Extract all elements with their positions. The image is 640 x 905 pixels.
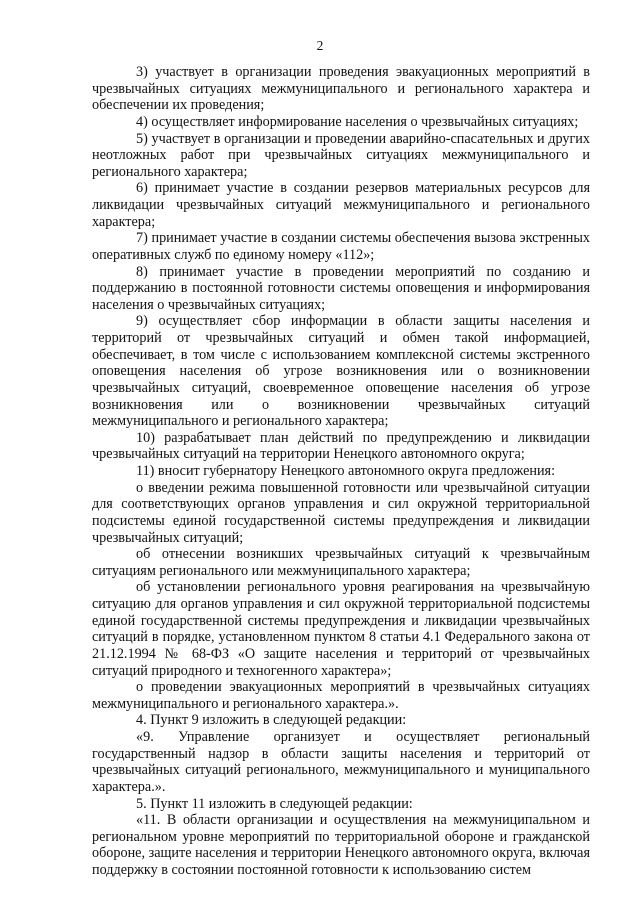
paragraph-item-6: 6) принимает участие в создании резервов материальных ресурсов для ликвидации чрезвычайных ситуаций межмуниципального и регионального характера; [92,180,590,230]
proposal-response-level: об установлении регионального уровня реагирования на чрезвычайную ситуацию для органов управления и сил окружной территориальной подсистемы единой государственной системы предупреждения и ликвидации чрезвычайных ситуаций в порядке, установленном пунктом 8 статьи 4.1 Федерального закона от 21.12.1994 № 68-ФЗ «О защите населения и территорий от чрезвычайных ситуаций природного и техногенного характера»; [92,579,590,679]
paragraph-item-8: 8) принимает участие в проведении мероприятий по созданию и поддержанию в постоянной готовности системы оповещения и информирования населения о чрезвычайных ситуациях; [92,263,590,313]
amendment-point-4: 4. Пункт 9 изложить в следующей редакции: [136,712,407,729]
proposal-classification: об отнесении возникших чрезвычайных ситуаций к чрезвычайным ситуациям регионального или межмуниципального характера; [92,546,590,579]
paragraph-item-3: 3) участвует в организации проведения эвакуационных мероприятий в чрезвычайных ситуациях межмуниципального и регионального характера и обеспечении их проведения; [92,64,590,114]
paragraph-item-9: 9) осуществляет сбор информации в области защиты населения и территорий от чрезвычайных ситуаций и обмен такой информацией, обеспечивает, в том числе с использованием комплексной системы экстренного оповещения населения об угрозе возникновения или о возникновении чрезвычайных ситуаций, своевременное оповещение населения об угрозе возникновения или о возникновении чрезвычайных ситуаций межмуниципального и регионального характера; [92,313,590,430]
proposal-emergency-regime: о введении режима повышенной готовности или чрезвычайной ситуации для соответствующих органов управления и сил окружной территориальной подсистемы единой государственной системы предупреждения и ликвидации чрезвычайных ситуаций; [92,479,590,546]
amendment-point-11-text: «11. В области организации и осуществления на межмуниципальном и региональном уровне мероприятий по территориальной обороне и гражданской обороне, защите населения и территории Ненецкого автономного округа, включая поддержку в состоянии постоянной готовности к использованию систем [92,812,590,878]
amendment-point-5: 5. Пункт 11 изложить в следующей редакции: [136,795,413,812]
paragraph-item-4: 4) осуществляет информирование населения о чрезвычайных ситуациях; [136,113,579,130]
paragraph-item-10: 10) разрабатывает план действий по предупреждению и ликвидации чрезвычайных ситуаций на территории Ненецкого автономного округа; [92,429,590,463]
paragraph-item-11: 11) вносит губернатору Ненецкого автономного округа предложения: [136,463,556,479]
paragraph-item-5: 5) участвует в организации и проведении аварийно-спасательных и других неотложных работ при чрезвычайных ситуациях межмуниципального и регионального характера; [92,130,590,180]
amendment-point-9-text: «9. Управление организует и осуществляет региональный государственный надзор в области защиты населения и территорий от чрезвычайных ситуаций регионального, межмуниципального и муниципального характера.». [92,729,590,795]
paragraph-item-7: 7) принимает участие в создании системы обеспечения вызова экстренных оперативных служб по единому номеру «112»; [92,230,590,263]
document-body [92,64,590,879]
page-number: 2 [316,38,324,53]
proposal-evacuation: о проведении эвакуационных мероприятий в чрезвычайных ситуациях межмуниципального и регионального характера.». [92,679,590,712]
